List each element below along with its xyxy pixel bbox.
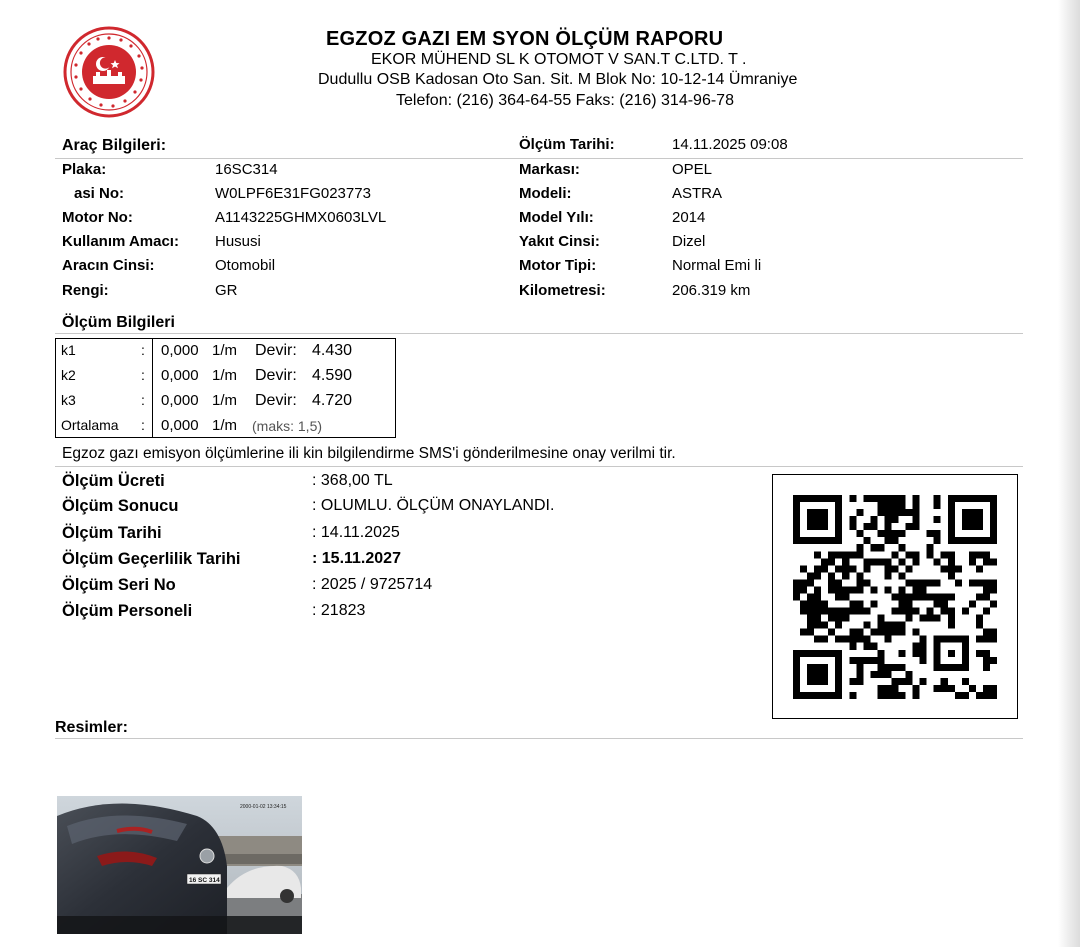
result-date-value: : 14.11.2025 [312,524,400,541]
result-value: : OLUMLU. ÖLÇÜM ONAYLANDI. [312,497,555,514]
vehicle-photo [57,796,302,934]
vehicle-type-label: Aracın Cinsi: [62,257,155,274]
personnel-label: Ölçüm Personeli [62,602,193,620]
table-divider [152,339,153,437]
measurement-row-value: 0,000 [161,392,199,409]
rpm-label: Devir: [255,342,297,359]
color-value: GR [215,282,238,299]
measurement-row-unit: 1/m [212,367,238,384]
vehicle-type-value: Otomobil [215,257,276,274]
model-label: Modeli: [519,185,572,202]
result-date-label: Ölçüm Tarihi [62,524,162,542]
engine-no-label: Motor No: [62,209,133,226]
report-title: EGZOZ GAZI EM SYON ÖLÇÜM RAPORU [326,28,724,50]
rpm-value: 4.720 [312,392,353,409]
vehicle-section-title: Araç Bilgileri: [62,137,167,154]
measurement-date-value: 14.11.2025 09:08 [672,136,788,153]
mileage-value: 206.319 km [672,282,751,299]
model-year-value: 2014 [672,209,706,226]
model-year-label: Model Yılı: [519,209,594,226]
personnel-value: : 21823 [312,602,366,619]
rpm-value: 4.590 [312,367,353,384]
validity-date-label: Ölçüm Geçerlilik Tarihi [62,550,241,568]
validity-date-value: : 15.11.2027 [312,550,401,567]
section-rule [55,738,1023,739]
engine-type-label: Motor Tipi: [519,257,597,274]
chassis-value: W0LPF6E31FG023773 [215,185,371,202]
measurement-date-label: Ölçüm Tarihi: [519,136,615,153]
measurement-row-value: 0,000 [161,342,199,359]
colon-separator: : [141,342,145,358]
rpm-label: Devir: [255,367,297,384]
qr-code-icon [793,495,997,699]
chassis-label: asi No: [74,185,125,202]
color-label: Rengi: [62,282,109,299]
measurement-row-unit: 1/m [212,392,238,409]
max-limit-note: (maks: 1,5) [252,418,323,434]
section-rule [55,158,1023,159]
serial-no-label: Ölçüm Seri No [62,576,176,594]
engine-no-value: A1143225GHMX0603LVL [215,209,387,226]
serial-no-value: : 2025 / 9725714 [312,576,433,593]
section-rule [55,333,1023,334]
plate-label: Plaka: [62,161,107,178]
measurement-row-value: 0,000 [161,367,199,384]
engine-type-value: Normal Emi li [672,257,762,274]
company-address: Dudullu OSB Kadosan Oto San. Sit. M Blok No: 10-12-14 Ümraniye [318,71,798,88]
model-value: ASTRA [672,185,723,202]
colon-separator: : [141,417,145,433]
qr-code-frame [772,474,1018,719]
section-rule [55,466,1023,467]
fuel-value: Dizel [672,233,706,250]
photo-timestamp: 2000-01-02 13:34:15 [240,804,287,810]
average-row-value: 0,000 [161,417,199,434]
colon-separator: : [141,392,145,408]
photos-section-title: Resimler: [55,719,128,736]
company-name: EKOR MÜHEND SL K OTOMOT V SAN.T C.LTD. T . [371,51,747,68]
plate-value: 16SC314 [215,161,278,178]
fee-label: Ölçüm Ücreti [62,472,165,490]
usage-value: Hususi [215,233,261,250]
vehicle-photo-image [57,796,302,934]
photo-plate-text: 16 SC 314 [189,877,220,884]
measurement-row-name: k1 [61,342,76,358]
rpm-value: 4.430 [312,342,353,359]
average-row-unit: 1/m [212,417,238,434]
company-phone: Telefon: (216) 364-64-55 Faks: (216) 314-96-78 [396,92,734,109]
measurement-row-unit: 1/m [212,342,238,359]
sms-consent-notice: Egzoz gazı emisyon ölçümlerine ili kin bilgilendirme SMS'i gönderilmesine onay verilmi tir. [62,445,676,462]
colon-separator: : [141,367,145,383]
mileage-label: Kilometresi: [519,282,606,299]
measurement-section-title: Ölçüm Bilgileri [62,314,175,331]
fee-value: : 368,00 TL [312,472,393,489]
measurement-table [55,338,396,438]
page-edge-shadow [1058,0,1080,947]
average-row-name: Ortalama [61,417,119,433]
measurement-row-name: k2 [61,367,76,383]
result-label: Ölçüm Sonucu [62,497,179,515]
brand-value: OPEL [672,161,713,178]
brand-label: Markası: [519,161,580,178]
ministry-seal-logo [63,26,155,118]
measurement-row-name: k3 [61,392,76,408]
rpm-label: Devir: [255,392,297,409]
usage-label: Kullanım Amacı: [62,233,179,250]
fuel-label: Yakıt Cinsi: [519,233,600,250]
